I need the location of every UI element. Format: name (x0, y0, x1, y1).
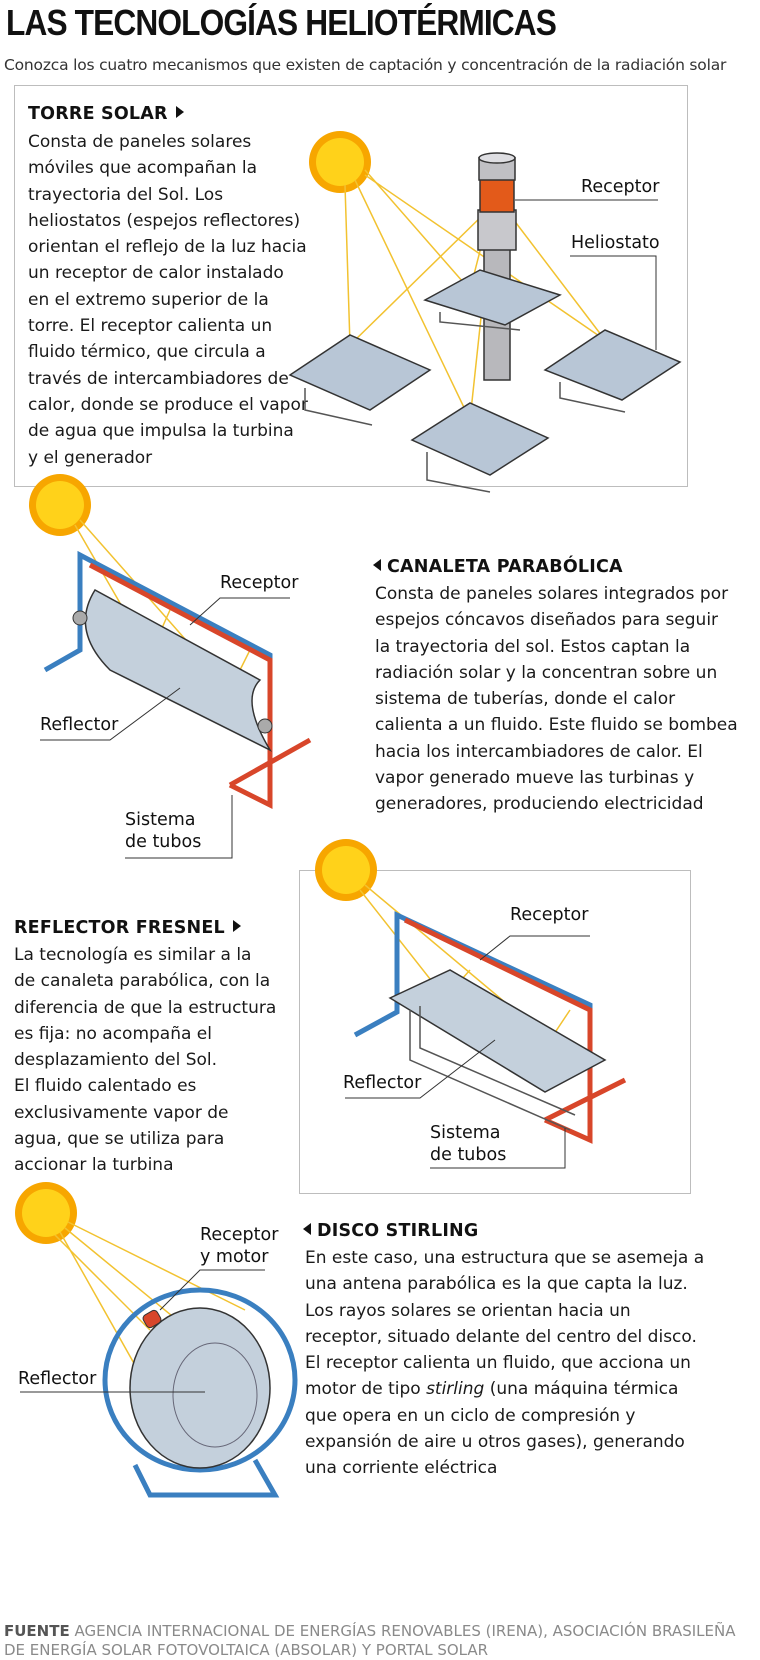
canaleta-receptor-label: Receptor (220, 573, 299, 593)
page-subtitle: Conozca los cuatro mecanismos que existen de captación y concentración de la radiación solar (4, 56, 727, 74)
stirling-receptor-label-2: y motor (200, 1247, 269, 1267)
fresnel-reflector-label: Reflector (343, 1073, 422, 1093)
stirling-reflector-label: Reflector (18, 1369, 97, 1389)
canaleta-heading: CANALETA PARABÓLICA (373, 557, 623, 577)
canaleta-reflector-label: Reflector (40, 715, 119, 735)
canaleta-tubos-label-2: de tubos (125, 832, 202, 852)
arrow-left-icon (303, 1223, 311, 1235)
arrow-left-icon (373, 559, 381, 571)
stirling-term: stirling (426, 1379, 485, 1400)
source-label: FUENTE (4, 1622, 70, 1640)
torre-illustration (0, 0, 760, 500)
canaleta-tubos-label-1: Sistema (125, 810, 196, 830)
canaleta-description: Consta de paneles solares integrados por espejos cóncavos diseñados para seguir la trayectoria del sol. Estos captan la radiación solar y la concentran sobre un sistema de tuberías, donde el calor calienta a un fluido. Este fluido se bombea hacia los intercambiadores de calor. El vapor generado mueve las turbinas y generadores, produciendo electricidad (375, 584, 738, 815)
torre-receptor-label: Receptor (581, 177, 660, 197)
stirling-description: En este caso, una estructura que se asemeja a una antena parabólica es la que capta la luz. Los rayos solares se orientan hacia un receptor, situado delante del centro del disco. El receptor calienta un fluido, que acciona un motor de tipo stirling (una máquina térmica que opera en un ciclo de compresión y expansión de aire u otros gases), generando una corriente eléctrica (305, 1248, 705, 1479)
sun-icon (29, 474, 91, 536)
stirling-heading: DISCO STIRLING (303, 1221, 478, 1241)
sun-icon (315, 839, 377, 901)
stirling-illustration (0, 1170, 300, 1510)
stirling-receptor-label-1: Receptor (200, 1225, 279, 1245)
arrow-right-icon (233, 920, 241, 932)
fresnel-receptor-label: Receptor (510, 905, 589, 925)
fresnel-tubos-label-2: de tubos (430, 1145, 507, 1165)
tower (478, 153, 516, 380)
fresnel-description: La tecnología es similar a la de canaleta parabólica, con la diferencia de que la estructura es fija: no acompaña el desplazamiento del Sol. El fluido calentado es exclusivamente vapor de agua, que se utiliza para accionar la turbina (14, 945, 277, 1176)
fresnel-illustration (300, 830, 690, 1190)
page-title: LAS TECNOLOGÍAS HELIOTÉRMICAS (6, 2, 557, 43)
fresnel-heading: REFLECTOR FRESNEL (14, 918, 241, 938)
sun-icon (15, 1182, 77, 1244)
fresnel-tubos-label-1: Sistema (430, 1123, 501, 1143)
torre-description: Consta de paneles solares móviles que acompañan la trayectoria del Sol. Los heliostatos (espejos reflectores) orientan el reflejo de la luz hacia un receptor de calor instalado en el extremo superior de la torre. El receptor calienta un fluido térmico, que circula a través de intercambiadores de calor, donde se produce el vapor de agua que impulsa la turbina y el generador (28, 132, 308, 468)
torre-heading: TORRE SOLAR (28, 104, 184, 124)
sun-icon (309, 131, 371, 193)
canaleta-illustration (0, 460, 370, 860)
torre-heliostato-label: Heliostato (571, 233, 660, 253)
source-footer: FUENTE AGENCIA INTERNACIONAL DE ENERGÍAS RENOVABLES (IRENA), ASOCIACIÓN BRASILEÑA DE ENERGÍA SOLAR FOTOVOLTAICA (ABSOLAR) Y PORTAL SOLAR (4, 1622, 736, 1659)
